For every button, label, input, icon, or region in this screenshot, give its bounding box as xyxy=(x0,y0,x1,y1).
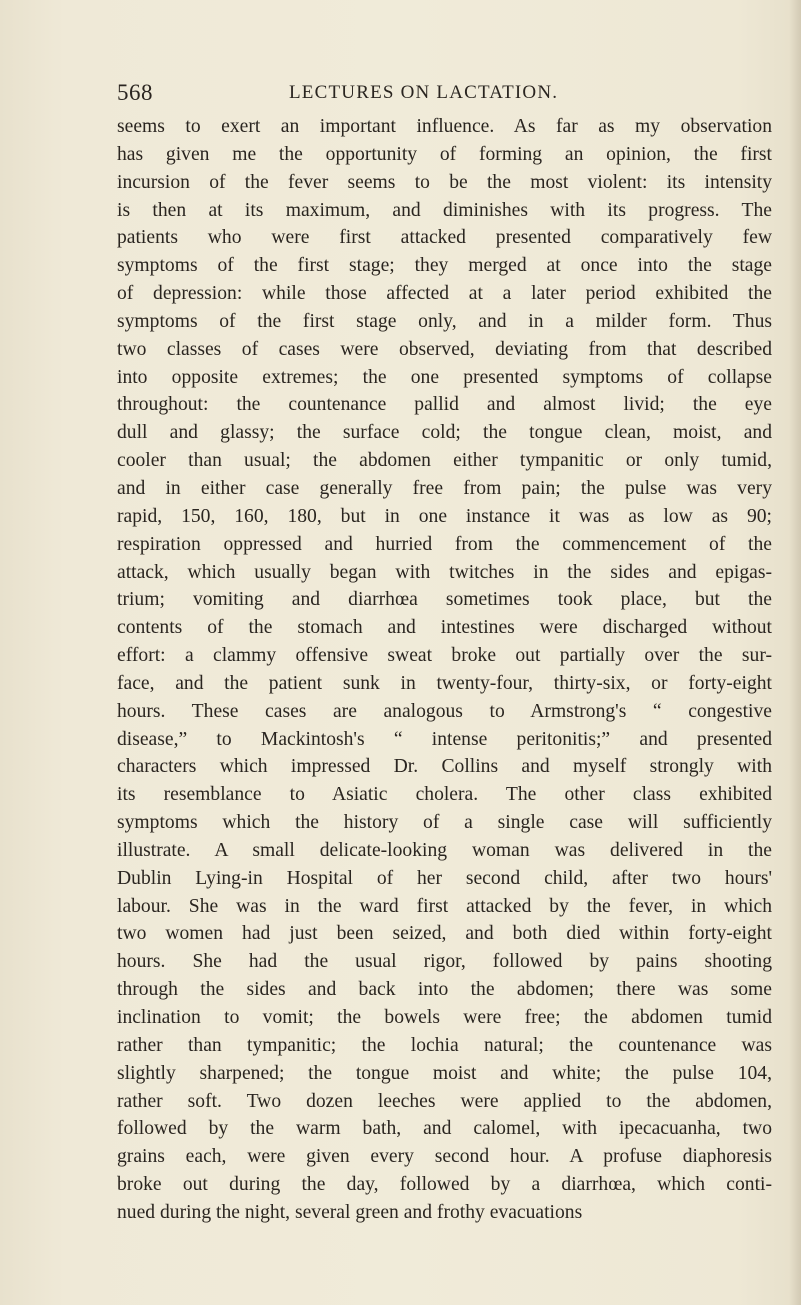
text-line: disease,” to Mackintosh's “ intense peritonitis;” and presented xyxy=(117,728,772,750)
text-line: respiration oppressed and hurried from the commencement of the xyxy=(117,533,772,555)
text-line: is then at its maximum, and diminishes with its progress. The xyxy=(117,199,772,221)
text-line: attack, which usually began with twitches in the sides and epigas- xyxy=(117,561,772,583)
text-line: of depression: while those affected at a later period exhibited the xyxy=(117,283,772,305)
text-line: nued during the night, several green and frothy evacuations xyxy=(117,1201,583,1223)
text-line: two women had just been seized, and both died within forty-eight xyxy=(117,923,772,945)
text-line: incursion of the fever seems to be the most violent: its intensity xyxy=(117,171,772,193)
text-line: cooler than usual; the abdomen either tympanitic or only tumid, xyxy=(117,450,772,472)
text-line: two classes of cases were observed, deviating from that described xyxy=(117,338,772,360)
text-line: has given me the opportunity of forming an opinion, the first xyxy=(117,143,772,165)
text-line: contents of the stomach and intestines were discharged without xyxy=(117,617,772,639)
text-line: illustrate. A small delicate-looking woman was delivered in the xyxy=(117,839,772,861)
text-line: inclination to vomit; the bowels were free; the abdomen tumid xyxy=(117,1007,772,1028)
text-line: characters which impressed Dr. Collins and myself strongly with xyxy=(117,756,772,778)
page-number: 568 xyxy=(117,80,153,105)
text-line: rapid, 150, 160, 180, but in one instance it was as low as 90; xyxy=(117,505,772,527)
text-line: broke out during the day, followed by a diarrhœa, which conti- xyxy=(117,1174,772,1196)
text-line: dull and glassy; the surface cold; the tongue clean, moist, and xyxy=(117,422,772,444)
text-line: throughout: the countenance pallid and almost livid; the eye xyxy=(117,394,772,416)
text-line: followed by the warm bath, and calomel, with ipecacuanha, two xyxy=(117,1118,772,1140)
page-edge-shadow xyxy=(789,0,801,1305)
text-line: face, and the patient sunk in twenty-four, thirty-six, or forty-eight xyxy=(117,672,772,694)
text-line: slightly sharpened; the tongue moist and white; the pulse 104, xyxy=(117,1062,772,1084)
text-line: labour. She was in the ward first attacked by the fever, in which xyxy=(117,895,772,917)
text-line: rather than tympanitic; the lochia natural; the countenance was xyxy=(117,1034,772,1056)
text-line: through the sides and back into the abdomen; there was some xyxy=(117,979,772,1001)
text-line: patients who were first attacked presented comparatively few xyxy=(117,227,772,249)
text-line: seems to exert an important influence. As far as my observation xyxy=(117,116,772,137)
text-line: and in either case generally free from pain; the pulse was very xyxy=(117,477,772,499)
body-text xyxy=(117,113,772,1227)
text-line: rather soft. Two dozen leeches were applied to the abdomen, xyxy=(117,1090,772,1112)
page-header xyxy=(0,78,801,108)
text-line: symptoms which the history of a single case will sufficiently xyxy=(117,812,772,834)
text-line: effort: a clammy offensive sweat broke out partially over the sur- xyxy=(117,645,772,667)
text-line: symptoms of the first stage only, and in a milder form. Thus xyxy=(117,310,772,332)
running-head: LECTURES ON LACTATION. xyxy=(289,82,559,103)
text-line: grains each, were given every second hour. A profuse diaphoresis xyxy=(117,1146,772,1168)
text-line: Dublin Lying-in Hospital of her second child, after two hours' xyxy=(117,867,772,889)
text-line: hours. She had the usual rigor, followed by pains shooting xyxy=(117,951,772,973)
text-line: into opposite extremes; the one presented symptoms of collapse xyxy=(117,366,772,388)
text-line: hours. These cases are analogous to Armstrong's “ congestive xyxy=(117,700,772,722)
text-line: symptoms of the first stage; they merged at once into the stage xyxy=(117,255,772,277)
text-line: trium; vomiting and diarrhœa sometimes took place, but the xyxy=(117,589,772,611)
text-line: its resemblance to Asiatic cholera. The other class exhibited xyxy=(117,784,772,806)
